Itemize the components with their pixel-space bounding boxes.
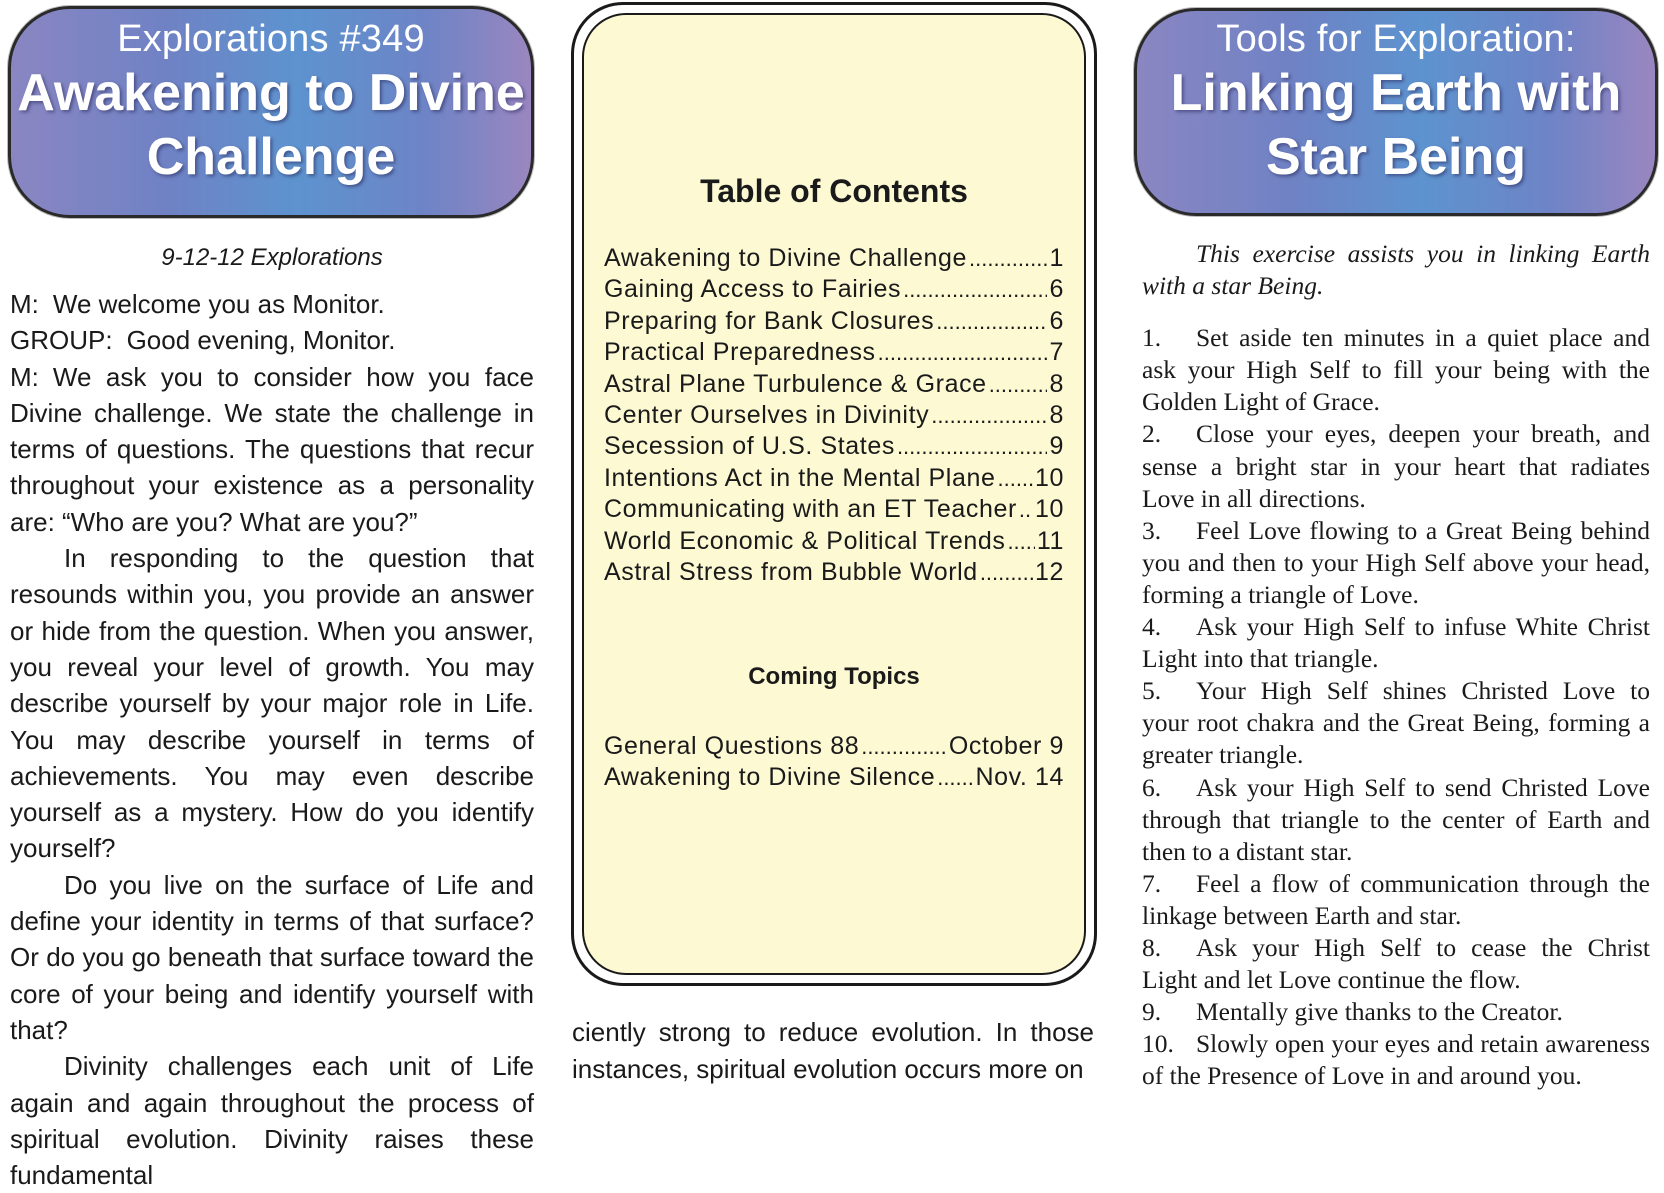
exercise-step <box>1142 996 1650 1028</box>
toc-entry[interactable] <box>604 557 1064 588</box>
toc-entry-page: 10 <box>1034 463 1064 492</box>
toc-entry[interactable] <box>604 306 1064 337</box>
toc-entry-label: World Economic & Political Trends <box>604 526 1006 555</box>
leader-dots <box>878 338 1048 368</box>
continued-text: ciently strong to reduce evolution. In those instances, spiritual evolution occurs more on <box>572 1017 1094 1084</box>
leader-dots <box>997 464 1033 494</box>
step-text: Close your eyes, deepen your breath, and sense a bright star in your heart that radiates Love in all directions. <box>1142 419 1650 513</box>
coming-topic <box>604 762 1064 793</box>
exercise-step <box>1142 675 1650 771</box>
body-paragraph: Divinity challenges each unit of Life again and again throughout the process of spiritual evolution. Divinity raises these fundamental <box>10 1051 534 1191</box>
coming-topic-date: Nov. 14 <box>975 763 1064 792</box>
dialogue-line <box>10 322 534 358</box>
body-paragraph: In responding to the question that resounds within you, you provide an answer or hide from the question. When you answer, you reveal your level of growth. You may describe yourself by your major role in Life. You may describe yourself in terms of achievements. You may even describe yourself as a mystery. How do you identify yourself? <box>10 543 534 864</box>
toc-entry[interactable] <box>604 369 1064 400</box>
toc-entry-page: 8 <box>1049 369 1064 398</box>
dateline: 9-12-12 Explorations <box>161 244 383 271</box>
toc-entry-page: 1 <box>1049 244 1064 272</box>
table-of-contents-box <box>571 2 1097 986</box>
toc-entry-label: Communicating with an ET Teacher <box>604 495 1017 524</box>
leader-dots <box>989 370 1048 400</box>
toc-entry-page: 8 <box>1049 401 1064 430</box>
toc-inner-panel <box>582 13 1086 975</box>
step-number: 7. <box>1142 868 1162 898</box>
step-number: 10. <box>1142 1029 1174 1059</box>
exercise-step <box>1142 322 1650 418</box>
toc-entry-label: Gaining Access to Fairies <box>604 275 902 304</box>
step-text: Feel a flow of communication through the linkage between Earth and star. <box>1142 868 1650 930</box>
toc-entry-label: Preparing for Bank Closures <box>604 306 935 335</box>
speaker: M: <box>10 289 39 319</box>
dialogue-text: We ask you to consider how you face Divine challenge. We state the challenge in terms of questions. The questions that recur throughout your existence as a personality are: “Who are you? What are you?” <box>10 361 534 537</box>
step-number: 5. <box>1142 676 1162 706</box>
right-column <box>1142 238 1650 1092</box>
article-title-line1: Awakening to Divine <box>17 64 525 122</box>
exercise-step <box>1142 772 1650 868</box>
step-text: Set aside ten minutes in a quiet place and ask your High Self to fill your being with the Golden Light of Grace. <box>1142 323 1650 417</box>
step-text: Ask your High Self to cease the Christ Light and let Love continue the flow. <box>1142 932 1650 995</box>
step-text: Ask your High Self to send Christed Love through that triangle to the center of Earth and then to a distant star. <box>1142 772 1650 866</box>
coming-topic-date: October 9 <box>948 732 1064 760</box>
coming-topics-title: Coming Topics <box>748 663 920 690</box>
leader-dots <box>897 432 1048 462</box>
toc-entry-label: Practical Preparedness <box>604 338 876 367</box>
speaker: M: <box>10 361 39 392</box>
toc-entry[interactable] <box>604 494 1064 525</box>
step-text: Slowly open your eyes and retain awareness of the Presence of Love in and around you. <box>1142 1029 1650 1091</box>
body-paragraph: Do you live on the surface of Life and define your identity in terms of that surface? Or do you go beneath that surface toward the core of your being and identify yourself with that? <box>10 869 534 1045</box>
toc-title: Table of Contents <box>700 173 968 209</box>
toc-entry-label: Astral Stress from Bubble World <box>604 558 978 587</box>
leader-dots <box>936 307 1047 337</box>
exercise-step <box>1142 515 1650 611</box>
step-text: Mentally give thanks to the Creator. <box>1196 997 1563 1027</box>
coming-topics-list <box>604 731 1064 794</box>
toc-entry[interactable] <box>604 274 1064 305</box>
exercise-step <box>1142 418 1650 514</box>
leader-dots <box>969 244 1047 274</box>
step-number: 6. <box>1142 772 1162 802</box>
left-column <box>10 240 534 1193</box>
toc-list <box>604 243 1064 588</box>
toc-entry[interactable] <box>604 243 1064 274</box>
step-text: Your High Self shines Christed Love to your root chakra and the Great Being, forming a greater triangle. <box>1142 676 1650 770</box>
step-number: 9. <box>1142 997 1162 1027</box>
tool-title-line2: Star Being <box>1265 128 1527 186</box>
right-banner <box>1134 8 1658 216</box>
coming-topic-label: Awakening to Divine Silence <box>604 763 936 792</box>
coming-topic-label: General Questions 88 <box>604 732 860 760</box>
tool-title-line1: Linking Earth with <box>1170 64 1622 122</box>
leader-dots <box>1007 527 1034 557</box>
leader-dots <box>861 732 947 762</box>
leader-dots <box>937 763 973 793</box>
toc-entry-label: Secession of U.S. States <box>604 432 895 461</box>
step-number: 3. <box>1142 515 1162 545</box>
toc-entry-page: 11 <box>1036 526 1064 555</box>
section-label: Tools for Exploration: <box>1216 18 1576 60</box>
leader-dots <box>1019 495 1033 525</box>
exercise-steps <box>1142 322 1650 1092</box>
toc-entry-page: 6 <box>1049 306 1064 335</box>
toc-entry[interactable] <box>604 463 1064 494</box>
step-text: Feel Love flowing to a Great Being behind you and then to your High Self above your head, forming a triangle of Love. <box>1142 515 1650 609</box>
step-number: 1. <box>1142 323 1162 353</box>
speaker: GROUP: <box>10 325 113 356</box>
toc-entry-label: Center Ourselves in Divinity <box>604 401 930 430</box>
exercise-step <box>1142 1028 1650 1092</box>
toc-entry-label: Intentions Act in the Mental Plane <box>604 463 996 492</box>
step-text: Ask your High Self to infuse White Christ Light into that triangle. <box>1142 612 1650 674</box>
toc-entry-page: 10 <box>1034 495 1064 524</box>
toc-entry-page: 12 <box>1034 558 1064 587</box>
exercise-step <box>1142 868 1650 932</box>
dialogue-text: We welcome you as Monitor. <box>52 289 385 319</box>
toc-entry-page: 9 <box>1049 432 1064 461</box>
step-number: 4. <box>1142 612 1162 642</box>
toc-entry-label: Astral Plane Turbulence & Grace <box>604 369 987 398</box>
toc-entry[interactable] <box>604 400 1064 431</box>
toc-entry-label: Awakening to Divine Challenge <box>604 244 967 272</box>
toc-entry[interactable] <box>604 337 1064 368</box>
coming-topic <box>604 731 1064 762</box>
exercise-step <box>1142 611 1650 675</box>
exercise-intro: This exercise assists you in linking Earth with a star Being. <box>1142 239 1650 301</box>
article-title-line2: Challenge <box>146 128 396 186</box>
toc-entry-page: 6 <box>1049 275 1064 304</box>
step-number: 8. <box>1142 932 1162 962</box>
exercise-step <box>1142 932 1650 996</box>
dialogue-line <box>10 359 534 540</box>
leader-dots <box>931 401 1047 431</box>
toc-entry[interactable] <box>604 526 1064 557</box>
toc-entry[interactable] <box>604 431 1064 462</box>
toc-entry-page: 7 <box>1049 338 1064 367</box>
leader-dots <box>903 275 1047 305</box>
step-number: 2. <box>1142 419 1162 449</box>
leader-dots <box>980 558 1033 588</box>
issue-label: Explorations #349 <box>117 18 425 60</box>
dialogue-text: Good evening, Monitor. <box>126 325 396 356</box>
dialogue-line <box>10 286 534 322</box>
left-banner <box>8 6 534 218</box>
